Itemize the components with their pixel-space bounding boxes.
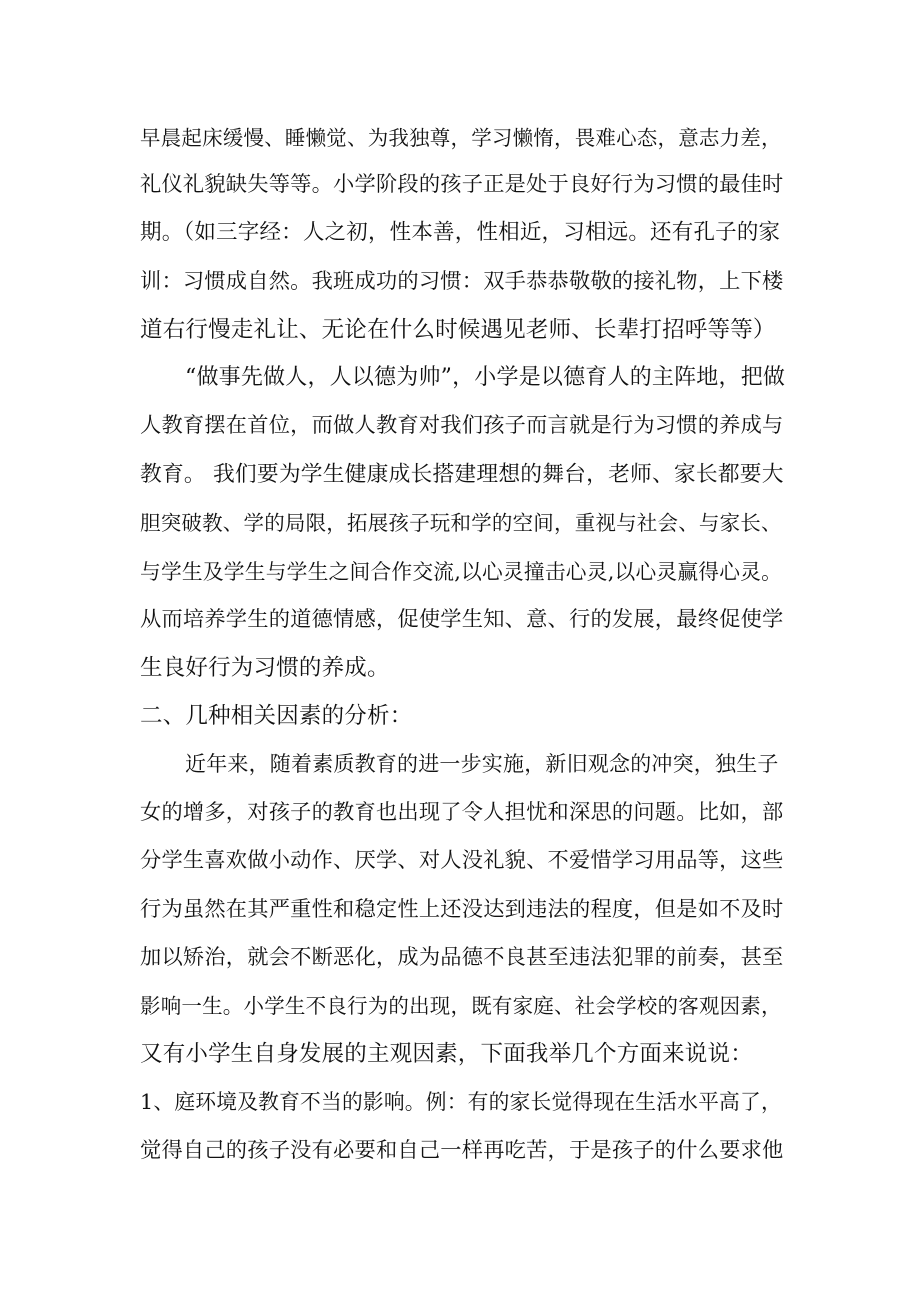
text-line: 道右行慢走礼让、无论在什么时候遇见老师、长辈打招呼等等） — [140, 317, 776, 343]
section-heading: 二、几种相关因素的分析： — [140, 703, 413, 729]
text-line: 又有小学生自身发展的主观因素，下面我举几个方面来说说： — [140, 1041, 753, 1067]
text-line: 行为虽然在其严重性和稳定性上还没达到违法的程度，但是如不及时 — [140, 897, 784, 922]
text-line: 觉得自己的孩子没有必要和自己一样再吃苦，于是孩子的什么要求他 — [140, 1138, 784, 1163]
text-line: 礼仪礼貌缺失等等。小学阶段的孩子正是处于良好行为习惯的最佳时 — [140, 172, 784, 197]
text-line: 与学生及学生与学生之间合作交流,以心灵撞击心灵,以心灵赢得心灵。 — [140, 560, 783, 584]
text-line: 生良好行为习惯的养成。 — [140, 655, 390, 681]
text-line: 早晨起床缓慢、睡懒觉、为我独尊，学习懒惰，畏难心态，意志力差， — [140, 126, 782, 150]
text-line: 期。（如三字经：人之初，性本善，性相近，习相远。还有孔子的家 — [140, 220, 781, 245]
text-line: 分学生喜欢做小动作、厌学、对人没礼貌、不爱惜学习用品等，这些 — [140, 848, 784, 873]
text-line: 影响一生。小学生不良行为的出现，既有家庭、社会学校的客观因素， — [140, 994, 782, 1018]
text-line: 人教育摆在首位，而做人教育对我们孩子而言就是行为习惯的养成与 — [140, 413, 784, 438]
text-line: 女的增多，对孩子的教育也出现了令人担忧和深思的问题。比如，部 — [140, 800, 784, 825]
paragraph-first-line: 近年来，随着素质教育的进一步实施，新旧观念的冲突，独生子 — [185, 752, 779, 776]
numbered-item-line: 1、庭环境及教育不当的影响。例：有的家长觉得现在生活水平高了， — [140, 1090, 782, 1114]
text-line: 加以矫治，就会不断恶化，成为品德不良甚至违法犯罪的前奏，甚至 — [140, 945, 784, 970]
text-line: 训：习惯成自然。我班成功的习惯：双手恭恭敬敬的接礼物，上下楼 — [140, 269, 784, 294]
paragraph-first-line: “做事先做人，人以德为帅”，小学是以德育人的主阵地，把做 — [185, 365, 786, 390]
text-line: 从而培养学生的道德情感，促使学生知、意、行的发展，最终促使学 — [140, 607, 784, 632]
text-line: 胆突破教、学的局限，拓展孩子玩和学的空间，重视与社会、与家长、 — [140, 511, 782, 535]
text-line: 教育。 我们要为学生健康成长搭建理想的舞台，老师、家长都要大 — [140, 462, 784, 487]
